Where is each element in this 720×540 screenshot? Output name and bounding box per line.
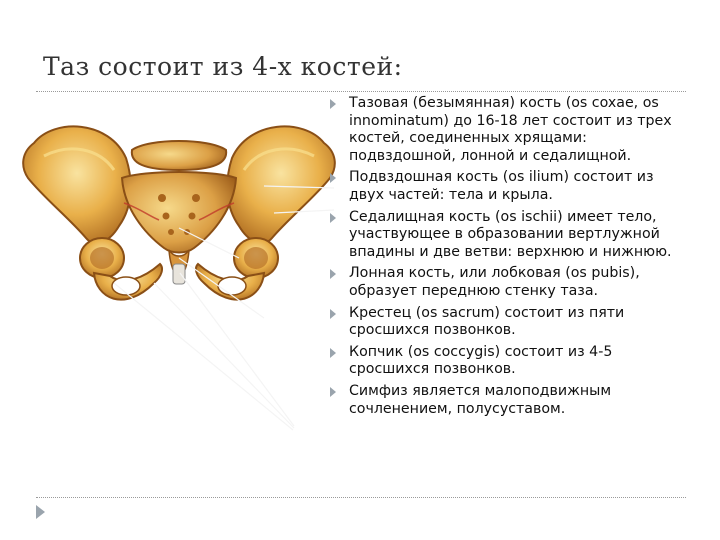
right-iliac-wing	[227, 126, 335, 243]
list-item	[330, 95, 690, 165]
triangle-bullet-icon	[330, 309, 336, 319]
left-iliac-wing	[23, 126, 131, 243]
next-slide-arrow-icon[interactable]	[36, 505, 45, 519]
bullet-list	[330, 95, 690, 422]
triangle-bullet-icon	[330, 213, 336, 223]
list-item	[330, 209, 690, 262]
lumbar-vertebra	[132, 141, 226, 170]
list-item-text: Подвздошная кость (os ilium) состоит из двух частей: тела и крыла.	[349, 169, 654, 203]
list-item-text: Седалищная кость (os ischii) имеет тело, участвующее в образовании вертлужной впадины и две ветви: верхнюю и нижнюю.	[349, 208, 672, 260]
list-item-text: Лонная кость, или лобковая (os pubis), образует переднюю стенку таза.	[349, 265, 640, 299]
list-item-text: Симфиз является малоподвижным сочленением, полусуставом.	[349, 382, 612, 417]
list-item	[330, 344, 690, 379]
title-divider	[36, 91, 686, 92]
sacrum	[122, 172, 236, 253]
pubic-symphysis	[173, 264, 185, 284]
list-item	[330, 169, 690, 204]
list-item	[330, 383, 690, 418]
list-item-text: Копчик (os coccygis) состоит из 4-5 сросшихся позвонков.	[349, 343, 613, 378]
list-item	[330, 265, 690, 300]
list-item-text: Тазовая (безымянная) кость (os coxae, os innominatum) до 16-18 лет состоит из трех костей, соединенных хрящами: подвздошной, лонной и седалищной.	[349, 95, 672, 164]
triangle-bullet-icon	[330, 348, 336, 358]
pelvis-illustration	[14, 108, 344, 438]
triangle-bullet-icon	[330, 173, 336, 183]
slide-title: Таз состоит из 4-х костей:	[43, 52, 403, 81]
list-item-text: Крестец (os sacrum) состоит из пяти сросшихся позвонков.	[349, 304, 625, 339]
triangle-bullet-icon	[330, 269, 336, 279]
footer-divider	[36, 497, 686, 498]
triangle-bullet-icon	[330, 99, 336, 109]
triangle-bullet-icon	[330, 387, 336, 397]
list-item	[330, 305, 690, 340]
